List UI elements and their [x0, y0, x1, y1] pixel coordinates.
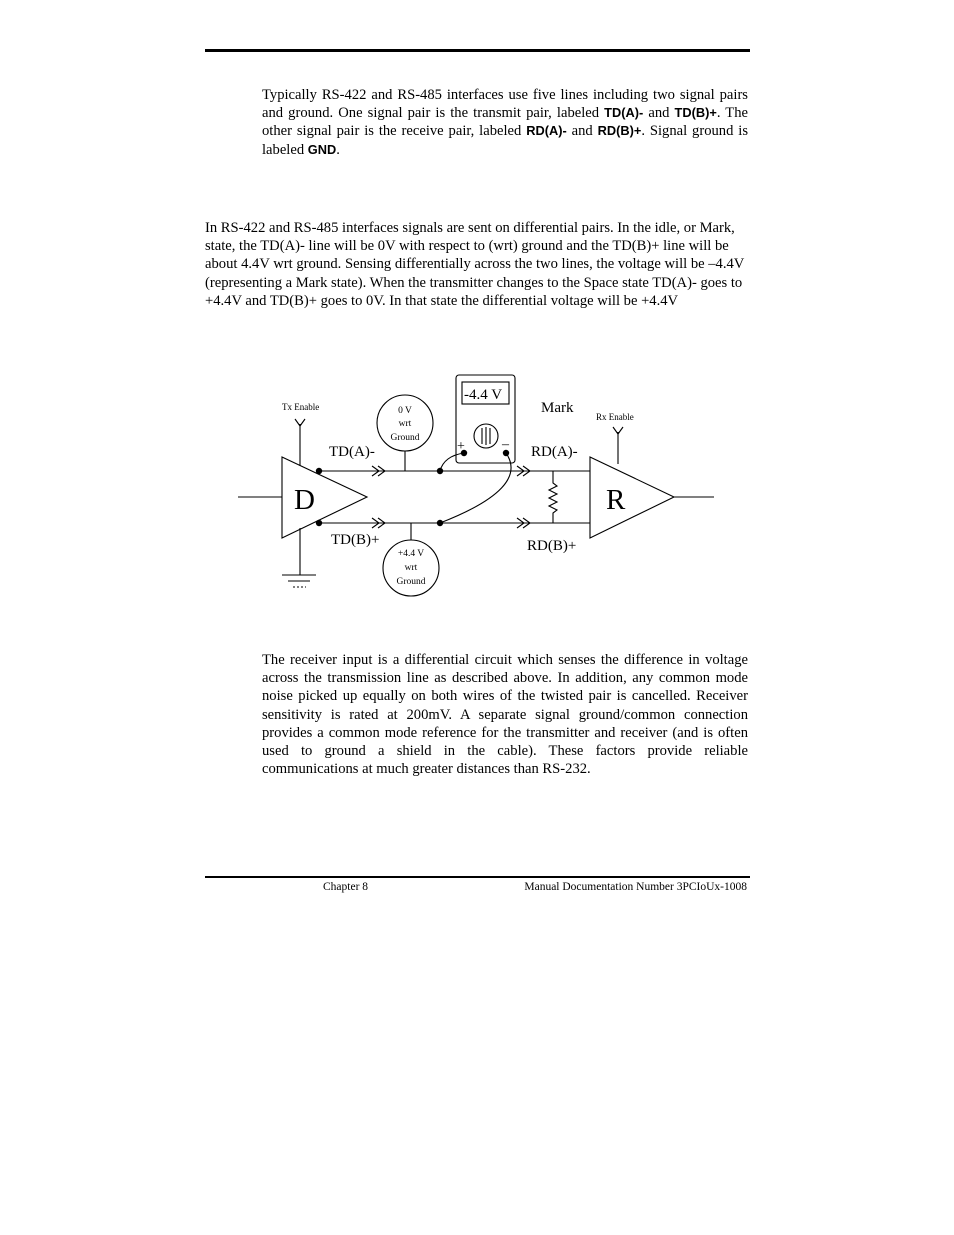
intro-end: .: [336, 141, 340, 158]
top-bubble-line-2: wrt: [398, 419, 412, 429]
footer-doc-number: Manual Documentation Number 3PCIoUx-1008: [524, 881, 747, 893]
differential-paragraph: In RS-422 and RS-485 interfaces signals are sent on differential pairs. In the idle, or Mark, state, the TD(A)- line will be 0V with respect to (wrt) ground and the TD(B)+ line will be about 4.4V wrt ground. Sensing differentially across the two lines, the voltage will be –4.4V (representing a Mark state). When the transmitter changes to the Space state TD(A)- goes to +4.4V and TD(B)+ goes to 0V. In that state the differential voltage will be +4.4V: [205, 220, 745, 309]
footer-rule: [205, 876, 750, 878]
termination-resistor: [549, 471, 557, 523]
meter-lead-plus: [440, 453, 464, 471]
receiver-label: R: [606, 484, 626, 516]
rs485-circuit-diagram: [230, 368, 730, 608]
receiver-triangle: [590, 457, 674, 538]
meter-reading: -4.4 V: [464, 387, 503, 403]
label-rd-a: RD(A)-: [526, 123, 567, 139]
label-gnd: GND: [307, 141, 337, 157]
td-b-label: TD(B)+: [331, 532, 380, 548]
intro-paragraph: [262, 86, 748, 159]
intro-and: and: [643, 105, 675, 122]
label-rd-b: RD(B)+: [597, 123, 642, 139]
intro-text-2: . The other signal pair is the receive pair, labeled: [262, 105, 748, 140]
node-driver-a: [316, 468, 322, 474]
meter-plus-label: +: [457, 439, 465, 454]
footer-chapter: Chapter 8: [323, 881, 369, 893]
driver-label: D: [294, 484, 315, 516]
intro-text-3: . Signal ground is labeled: [262, 123, 749, 158]
meter-minus-label: –: [502, 437, 509, 452]
node-driver-b: [316, 520, 322, 526]
top-bubble-line-3: Ground: [390, 433, 420, 443]
mark-state-label: Mark: [541, 400, 574, 416]
label-td-b: TD(B)+: [674, 105, 717, 121]
label-td-a: TD(A)-: [604, 105, 644, 121]
top-bubble-line-1: 0 V: [398, 406, 412, 416]
td-a-label: TD(A)-: [329, 444, 375, 460]
bottom-bubble-line-2: wrt: [404, 563, 418, 573]
bottom-bubble-line-1: +4.4 V: [397, 549, 425, 559]
rx-enable-label: Rx Enable: [596, 412, 634, 422]
bottom-bubble-line-3: Ground: [396, 577, 426, 587]
rd-a-label: RD(A)-: [531, 444, 578, 460]
header-rule: [205, 49, 750, 52]
node-line-a: [437, 468, 443, 474]
node-line-b: [437, 520, 443, 526]
rd-b-label: RD(B)+: [527, 538, 577, 554]
receiver-paragraph: The receiver input is a differential circuit which senses the difference in voltage across the transmission line as described above. In addition, any common mode noise picked up equally on both wires of the twisted pair is cancelled. Receiver sensitivity is rated at 200mV. A separate signal ground/common connection provides a common mode reference for the transmitter and receiver (and is often used to ground a shield in the cable). These factors provide reliable communications at much greater distances than RS-232.: [262, 652, 748, 778]
intro-and-2: and: [566, 123, 598, 140]
tx-enable-label: Tx Enable: [282, 402, 320, 412]
intro-text: Typically RS-422 and RS-485 interfaces use five lines including two signal pairs and ground. One signal pair is the transmit pair, labeled: [262, 87, 748, 122]
